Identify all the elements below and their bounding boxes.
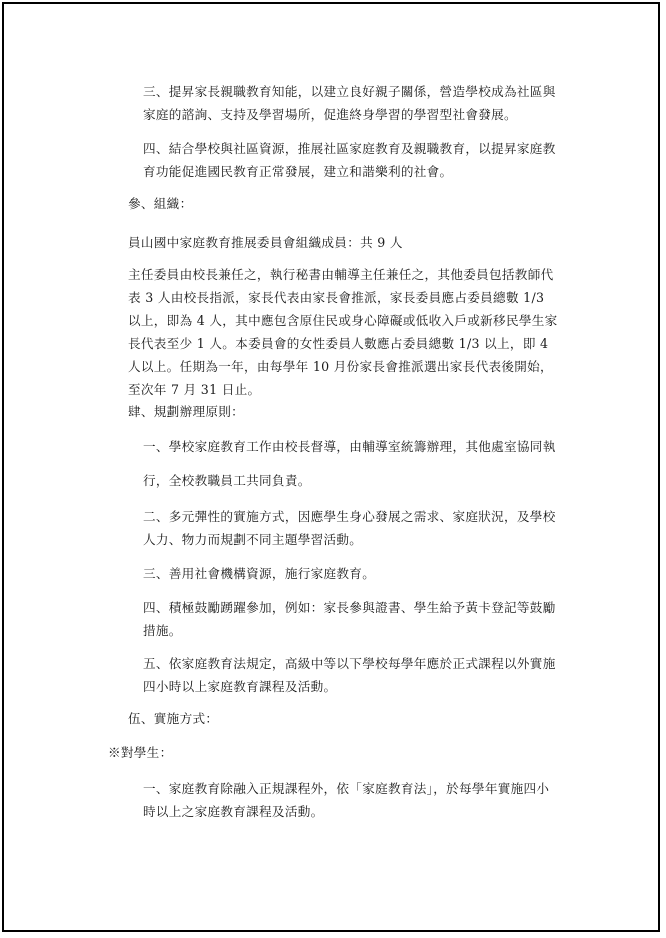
- goal-4-line-1: 四、結合學校與社區資源，推展社區家庭教育及親職教育，以提昇家庭教: [143, 141, 556, 156]
- goal-3-paragraph: [143, 80, 556, 126]
- section-5-heading: 伍、實施方式：: [128, 711, 219, 726]
- principle-5-line-2: 四小時以上家庭教育課程及活動。: [143, 679, 337, 694]
- section-3-heading: 參、組織：: [128, 196, 193, 211]
- committee-line-4: 長代表至少 1 人。本委員會的女性委員人數應占委員總數 1/3 以上，即 4: [128, 336, 549, 351]
- principle-5-line-1: 五、依家庭教育法規定，高級中等以下學校每學年應於正式課程以外實施: [143, 656, 556, 671]
- goal-3-line-1: 三、提昇家長親職教育知能，以建立良好親子關係，營造學校成為社區與: [143, 84, 556, 99]
- committee-line-1: 主任委員由校長兼任之，執行秘書由輔導主任兼任之，其他委員包括教師代: [128, 267, 554, 282]
- principle-3: 三、善用社會機構資源，施行家庭教育。: [143, 566, 376, 581]
- committee-line-2: 表 3 人由校長指派，家長代表由家長會推派，家長委員應占委員總數 1/3: [128, 290, 545, 305]
- student-item-1-paragraph: [143, 777, 549, 823]
- principle-4-paragraph: [143, 596, 556, 642]
- principle-1-line-2: 行，全校教職員工共同負責。: [143, 473, 311, 488]
- goal-4-paragraph: [143, 137, 556, 183]
- goal-4-line-2: 育功能促進國民教育正常發展，建立和諧樂利的社會。: [143, 164, 453, 179]
- principle-1-line-1: 一、學校家庭教育工作由校長督導，由輔導室統籌辦理，其他處室協同執: [143, 439, 556, 454]
- principle-2-paragraph: [143, 505, 556, 551]
- principle-4-line-1: 四、積極鼓勵踴躍參加，例如：家長參與證書、學生給予黃卡登記等鼓勵: [143, 600, 556, 615]
- committee-line-5: 人以上。任期為一年，由每學年 10 月份家長會推派選出家長代表後開始，: [128, 359, 553, 374]
- section-4-heading: 肆、規劃辦理原則：: [128, 404, 245, 419]
- students-heading: ※對學生：: [108, 745, 173, 760]
- committee-line-3: 以上，即為 4 人，其中應包含原住民或身心障礙或低收入戶或新移民學生家: [128, 313, 558, 328]
- principle-4-line-2: 措施。: [143, 623, 182, 638]
- student-item-1-line-1: 一、家庭教育除融入正規課程外，依「家庭教育法」，於每學年實施四小: [143, 781, 550, 796]
- principle-2-line-1: 二、多元彈性的實施方式，因應學生身心發展之需求、家庭狀況，及學校: [143, 509, 556, 524]
- principle-2-line-2: 人力、物力而規劃不同主題學習活動。: [143, 532, 363, 547]
- principle-5-paragraph: [143, 652, 556, 698]
- student-item-1-line-2: 時以上之家庭教育課程及活動。: [143, 804, 324, 819]
- goal-3-line-2: 家庭的諮詢、支持及學習場所，促進終身學習的學習型社會發展。: [143, 107, 517, 122]
- committee-paragraph: [128, 263, 558, 401]
- committee-line-6: 至次年 7 月 31 日止。: [128, 382, 261, 397]
- committee-title: 員山國中家庭教育推展委員會組織成員：共 9 人: [128, 235, 403, 250]
